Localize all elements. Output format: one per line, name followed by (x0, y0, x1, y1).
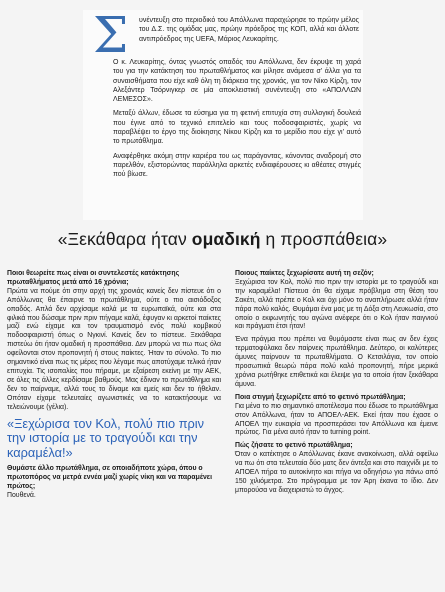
headline-bold: ομαδική (191, 229, 261, 249)
intro-paragraph: Μεταξύ άλλων, έδωσε τα εύσημα για τη φετινή επιτυχία στη συλλογική δουλειά που έγινε από το τεχνικό επιτελείο και τους ποδοσφαιριστές, χωρίς να παραβλέψει το έργο της διοίκησης Νίκου Κίρζη και το μερίδιο που είχε γι' αυτό το πρωτάθλημα. (113, 110, 361, 146)
intro-paragraphs (113, 58, 361, 185)
article-headline (0, 228, 445, 250)
question: Ποιους παίκτες ξεχωρίσατε αυτή τη σεζόν; (235, 270, 374, 277)
answer: Για μένα το πιο σημαντικό αποτέλεσμα που έδωσε το πρωτάθλημα στον Απόλλωνα, ήταν το ΑΠΟΕΛ-ΑΕΚ. Εκεί ήταν που έχασε ο ΑΠΟΕΛ την ευκαιρία να προσπεράσει τον Απόλλωνα και έμεινε πρώτος. Για μένα αυτό ήταν το turning point. (235, 402, 438, 437)
intro-block (83, 6, 363, 220)
question: Ποια στιγμή ξεχωρίζετε από το φετινό πρωτάθλημα; (235, 393, 406, 401)
intro-paragraph: Ο κ. Λευκαρίτης, όντας γνωστός οπαδός του Απόλλωνα, δεν έκρυψε τη χαρά του για την κατάκτηση του πρωταθλήματος και μίλησε ανάμεσα σ' άλλα για τα συναισθήματα που είχε καθ όλη τη διάρκεια της χρονιάς, για τον Νίκο Κίρζη, τον Αλεξάντερ Τσόρνιγκερ σε μία αποκλειστική συνέντευξη στο «ΑΠΟΛΛΩΝ ΛΕΜΕΣΟΣ». (113, 59, 361, 104)
headline-open: «Ξεκάθαρα ήταν (57, 229, 192, 249)
answer: Πρώτα να πούμε ότι στην αρχή της χρονιάς κανείς δεν πίστευε ότι ο Απόλλωνας θα έπαιρνε το πρωτάθλημα, ούτε ο πιο αισιόδοξος οπαδός. Απλά δεν αρχίσαμε καλά με τα ευρωπαϊκά, ούτε και στα φιλικά που δώσαμε πριν πριν πήγαμε καλά, έφυγαν κι αρκετοί παίκτες μαζί ενώ είχαμε και τον τραυματισμό ενός πολύ κομβικού ποδοσφαιριστή όπως ο Νγκινί. Κανείς δεν το πίστευε. Ξεκάθαρα πιστεύω ότι ήταν ομαδική η προσπάθεια. Δεν μπορώ να πω πως όλα οφείλονται στον προπονητή ή στους παίκτες. Ήταν το σύνολο. Το πιο σημαντικό είναι πως τις μέρες που λέγαμε πως αποτύχαμε τελικά ήταν επιτυχία. Τις ισοπαλίες που πήραμε, με εξαίρεση εκείνη με την ΑΕΚ, σε όλες τις άλλες κερδίσαμε βαθμούς. Μας έδιναν το πρωτάθλημα και δεν το παίρναμε, αλλά τους το δίναμε και εμείς και δεν το ήθελαν. Οπόταν είχαμε τελευταίες αγωνιστικές να το κατακτήσουμε να τελειώνουμε (γέλια). (7, 287, 221, 411)
headline-close: η προσπάθεια» (260, 229, 388, 249)
left-column (7, 270, 221, 504)
question: Πώς ζήσατε το φετινό πρωτάθλημα; (235, 442, 353, 450)
intro-paragraph: Αναφέρθηκε ακόμη στην καριέρα του ως παράγοντας, κάνοντας αναδρομή στο παρελθόν, εξιστορώντας παράλληλα αρκετές ενδιαφέρουσες κι αθέατες στιγμές πού βίωσε. (113, 152, 361, 179)
right-column (235, 270, 438, 500)
question: Θυμάστε άλλο πρωτάθλημα, σε οποιαδήποτε χώρα, όπου ο πρωτοπόρος να μετρά εννέα μαζί χωρίς νίκη και να παραμένει πρώτος; (7, 465, 212, 491)
answer: Ένα πράγμα που πρέπει να θυμόμαστε είναι πως αν δεν έχεις τερματοφύλακα δεν παίρνεις πρωτάθλημα. Δεύτερο, οι καλύτερες άμυνες παίρνουν τα πρωταθλήματα. Ο Κετσιλάγια, τον οποίο προσωπικά θεωρώ πάρα πολύ καλό προπονητή, πήρε μερικά χρόνια ρωτήθηκε επιθετικά και έλειψε για τα οποία ήταν ξεκάθαρα άμυνα. (235, 336, 438, 388)
intro-lead-text: υνέντευξη στο περιοδικό του Απόλλωνα παραχώρησε το πρώην μέλος του Δ.Σ. της ομάδας μας, πρώην πρόεδρος της ΚΟΠ, αλλά και άλλοτε αντιπρόεδρος της UEFA, Μάριος Λευκαρίτης. (139, 17, 359, 43)
pull-quote: «Ξεχώρισα τον Κολ, πολύ πιο πριν την ιστορία με το τραγούδι και την καραμέλα!» (7, 415, 205, 460)
answer: Όταν ο κατέκτησε ο Απόλλωνας έκανε ανακοίνωση, αλλά οφείλω να πω ότι στα τελευταία δύο ματς δεν άντεξα και στο παιχνίδι με το ΑΠΟΕΛ πήρα το αυτοκίνητο και πήγα να οδηγήσω για πάνω από 150 χιλιόμετρα. Στο πρόγραμμα με τον Άρη έκανα το ίδιο. Δεν μπορούσα να διαχειριστώ το άγχος. (235, 451, 438, 494)
answer: Πουθενά. (7, 492, 36, 499)
question: Ποιοι θεωρείτε πως είναι οι συντελεστές κατάκτησης πρωταθλήματος μετά από 16 χρόνια; (7, 270, 180, 286)
answer: Ξεχώρισα τον Κολ, πολύ πιο πριν την ιστορία με το τραγούδι και την καραμέλα! Πίστευα ότι θα είχαμε πρόβλημα στη θέση του Σακέτι, αλλά πρέπε ο Κολ και όχι μόνο το αναπλήρωσε αλλά ήταν πάρα πολύ καλός. Θυμάμαι ένα μας με τη Δόξα στη Λευκωσία, στο οποίο ο εκφωνητής του αγώνα ανέφερε ότι ο Κολ ήταν παιγνιού και πράγματι έτσι ήταν! (235, 278, 438, 331)
drop-cap: Σ (93, 6, 129, 64)
